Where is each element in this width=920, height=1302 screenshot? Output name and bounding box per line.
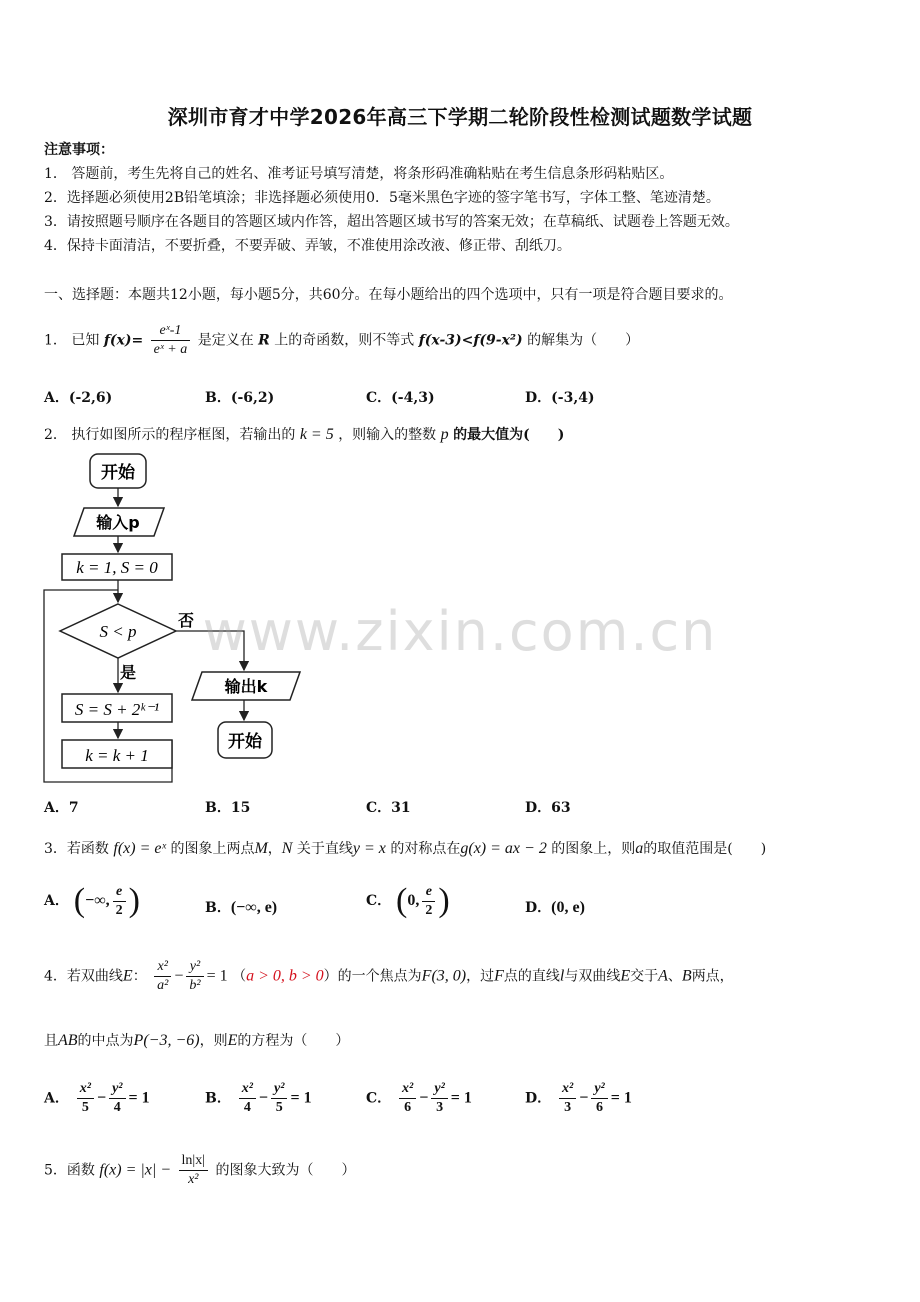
q3-fx: f(x) = eˣ (113, 840, 166, 857)
option-label: B． (205, 800, 231, 816)
flow-update-k-label: k = k + 1 (85, 746, 149, 765)
flow-yes-label: 是 (120, 663, 137, 682)
q4-F2: F (494, 967, 504, 985)
option-label: B． (205, 900, 231, 916)
q3-gx: g(x) = ax − 2 (460, 840, 547, 857)
q2-option-b[interactable] (205, 797, 250, 817)
q5-frac-den: x² (188, 1172, 199, 1187)
q1-fraction (151, 322, 191, 359)
q4-condition: a > 0, b > 0 (246, 967, 324, 985)
q3-option-b[interactable] (205, 897, 277, 917)
q2-option-c[interactable] (366, 797, 411, 817)
q3-number: 3． (44, 841, 67, 857)
q4-text: 与双曲线 (564, 968, 621, 985)
question-2 (44, 424, 564, 444)
option-den: 6 (596, 1100, 604, 1115)
q3-text: 关于直线 (296, 841, 353, 857)
question-4: 4．若双曲线E： $\frac{\text{x²}}{\text{a²}}$ − $\frac{\text{y²}}{\text{b²}}$ = 1 （a > 0, b > 0）的一个焦点为F(3, 0)，过F点的直线l与双曲线E交于A、B两点， (44, 959, 734, 993)
question-3 (44, 838, 766, 858)
q4-F: F(3, 0) (421, 967, 467, 985)
q4-E2: E (620, 967, 631, 985)
option-value: (0, e) (551, 899, 585, 916)
option-den: 3 (436, 1100, 444, 1115)
option-den: 3 (564, 1100, 572, 1115)
q1-option-a[interactable] (44, 387, 112, 407)
q4-E: E (122, 967, 133, 985)
flow-no-label: 否 (178, 611, 195, 630)
q1-option-c[interactable] (366, 387, 435, 407)
q3-text: 的图象上，则 (551, 841, 636, 857)
option-value: 63 (551, 800, 571, 816)
q1-frac-den: eˣ + a (153, 342, 188, 357)
option-num: y² (591, 1080, 607, 1099)
q4-B: B (681, 967, 692, 985)
flow-condition-label: S < p (99, 622, 137, 641)
option-den: 5 (81, 1100, 89, 1115)
q4-E3: E (227, 1032, 238, 1049)
note-item: 4．保持卡面清洁，不要折叠，不要弄破、弄皱，不准使用涂改液、修正带、刮纸刀。 (44, 238, 571, 254)
q4-text: ，过 (466, 968, 495, 985)
option-label: D． (525, 1090, 552, 1107)
q4-text: 若双曲线 (66, 968, 123, 985)
q3-option-c[interactable]: C． (0, $\frac{e}{2}$ ) (366, 882, 450, 919)
q4-A: A (658, 967, 668, 985)
option-label: C． (366, 390, 392, 406)
q3-text: 的图象上两点 (170, 841, 255, 857)
q1-mid: 是定义在 (197, 332, 254, 349)
option-label: D． (525, 800, 552, 816)
option-num: y² (431, 1080, 447, 1099)
q4-text: 两点， (691, 968, 734, 985)
option-label: C． (366, 1090, 392, 1107)
q1-number: 1． (44, 332, 67, 349)
option-label: B． (205, 390, 231, 406)
option-label: B． (205, 1090, 231, 1107)
q1-post: 上的奇函数，则不等式 (274, 332, 415, 349)
q3-option-d[interactable] (525, 897, 585, 917)
option-label: A． (44, 800, 69, 816)
option-den: 4 (113, 1100, 121, 1115)
q1-R: R (258, 332, 270, 349)
q2-end: 的最大值为( ) (453, 427, 565, 443)
q3-end: 的取值范围是( ) (643, 841, 767, 857)
section-heading: 一、选择题：本题共12小题，每小题5分，共60分。在每小题给出的四个选项中，只有一项是符合题目要求的。 (44, 287, 733, 303)
q1-end: 的解集为（ ） (527, 332, 640, 349)
flow-end-label: 开始 (228, 732, 262, 752)
q2-number: 2． (44, 427, 67, 443)
q4-text: 、 (667, 968, 682, 985)
option-label: C． (366, 800, 392, 816)
q3-text: ， (267, 841, 282, 857)
q5-text: 函数 (66, 1162, 95, 1179)
q1-pre: 已知 (71, 332, 100, 349)
q4-option-b[interactable]: B． $\frac{\text{x²}}{4}$ − $\frac{\text{y²}}{5}$ = 1 (205, 1081, 312, 1115)
q2-k5: k = 5 (299, 426, 334, 443)
question-5 (44, 1152, 355, 1189)
q4-text: 的方程为（ ） (237, 1033, 350, 1049)
q2-option-a[interactable] (44, 797, 79, 817)
flow-input-label: 输入p (96, 513, 140, 532)
q5-frac-num: ln|x| (179, 1152, 209, 1171)
q5-number: 5． (44, 1162, 67, 1179)
q4-text: 且 (44, 1033, 58, 1049)
q1-option-b[interactable] (205, 387, 274, 407)
q4-text: ： (132, 968, 147, 985)
option-value: 31 (391, 800, 411, 816)
option-value: (-6,2) (230, 390, 275, 406)
note-item: 1． 答题前，考生先将自己的姓名、准考证号填写清楚，将条形码准确粘贴在考生信息条形码粘贴区。 (44, 166, 674, 182)
q2-pre: 执行如图所示的程序框图，若输出的 (71, 427, 296, 443)
option-label: A． (44, 893, 69, 909)
q2-option-d[interactable] (525, 797, 571, 817)
question-1 (44, 322, 639, 359)
q4-number: 4． (44, 968, 67, 985)
q2-p: p (440, 426, 449, 443)
option-value: 7 (68, 800, 79, 816)
option-value: (-3,4) (551, 390, 595, 406)
option-label: A． (44, 1090, 69, 1107)
watermark: www.zixin.com.cn (202, 600, 718, 663)
note-item: 3．请按照题号顺序在各题目的答题区域内作答，超出答题区域书写的答案无效；在草稿纸、试题卷上答题无效。 (44, 214, 739, 230)
option-den: 6 (404, 1100, 412, 1115)
option-label: A． (44, 390, 69, 406)
option-num: x² (399, 1080, 416, 1099)
q4-text: 的一个焦点为 (337, 968, 422, 985)
flow-start-label: 开始 (101, 463, 135, 483)
q3-text: 的对称点在 (390, 841, 461, 857)
q4-option-d[interactable]: D． $\frac{\text{x²}}{3}$ − $\frac{\text{y²}}{6}$ = 1 (525, 1081, 632, 1115)
q4-text: 交于 (630, 968, 659, 985)
q1-option-d[interactable] (525, 387, 595, 407)
q4-P: P(−3, −6) (133, 1032, 200, 1049)
q3-N: N (281, 840, 293, 857)
q1-inequality: f(x-3)<f(9-x²) (418, 332, 523, 349)
q5-end: 的图象大致为（ ） (215, 1162, 356, 1179)
option-label: D． (525, 390, 552, 406)
option-label: D． (525, 900, 552, 916)
option-value: 15 (230, 800, 251, 816)
option-den: 5 (275, 1100, 283, 1115)
option-value: (−∞, e) (230, 899, 278, 916)
flow-update-s-label: S = S + 2ᵏ⁻¹ (74, 700, 160, 719)
option-num: x² (239, 1080, 256, 1099)
option-num: y² (271, 1080, 287, 1099)
page-title: 深圳市育才中学2026年高三下学期二轮阶段性检测试题数学试题 (167, 105, 753, 129)
q3-pre: 若函数 (66, 841, 109, 857)
q4-option-c[interactable]: C． $\frac{\text{x²}}{6}$ − $\frac{\text{y²}}{3}$ = 1 (366, 1081, 472, 1115)
flow-output-label: 输出k (224, 677, 268, 696)
q4-l: l (559, 967, 565, 985)
q3-M: M (254, 840, 268, 857)
q4-text: 的中点为 (77, 1033, 134, 1049)
q3-a: a (635, 840, 644, 857)
flow-init-label: k = 1, S = 0 (76, 558, 158, 577)
option-label: C． (366, 893, 392, 909)
option-value: (-4,3) (391, 390, 435, 406)
q4-AB: AB (58, 1032, 78, 1049)
q1-frac-num: eˣ-1 (151, 322, 191, 341)
q2-mid: ，则输入的整数 (338, 427, 437, 443)
q4-equals: = 1 (206, 967, 228, 985)
q4-option-a[interactable]: A． $\frac{\text{x²}}{5}$ − $\frac{\text{y²}}{4}$ = 1 (44, 1081, 150, 1115)
q3-option-a[interactable]: A． (−∞, $\frac{e}{2}$ ) (44, 882, 140, 919)
option-num: x² (559, 1080, 576, 1099)
option-den: 4 (243, 1100, 251, 1115)
note-item: 2．选择题必须使用2B铅笔填涂；非选择题必须使用0．5毫米黑色字迹的签字笔书写，字体工整、笔迹清楚。 (44, 190, 720, 206)
option-num: x² (77, 1080, 94, 1099)
option-num: y² (109, 1080, 125, 1099)
q3-line: y = x (352, 840, 386, 857)
q4-text: 点的直线 (503, 968, 560, 985)
notes-heading: 注意事项： (44, 142, 114, 158)
question-4-line2 (44, 1030, 349, 1050)
option-value: (-2,6) (68, 390, 113, 406)
q5-fx: f(x) = |x| − (99, 1161, 172, 1179)
q1-fx: f(x)= (103, 332, 144, 349)
q4-text: ，则 (199, 1033, 228, 1049)
